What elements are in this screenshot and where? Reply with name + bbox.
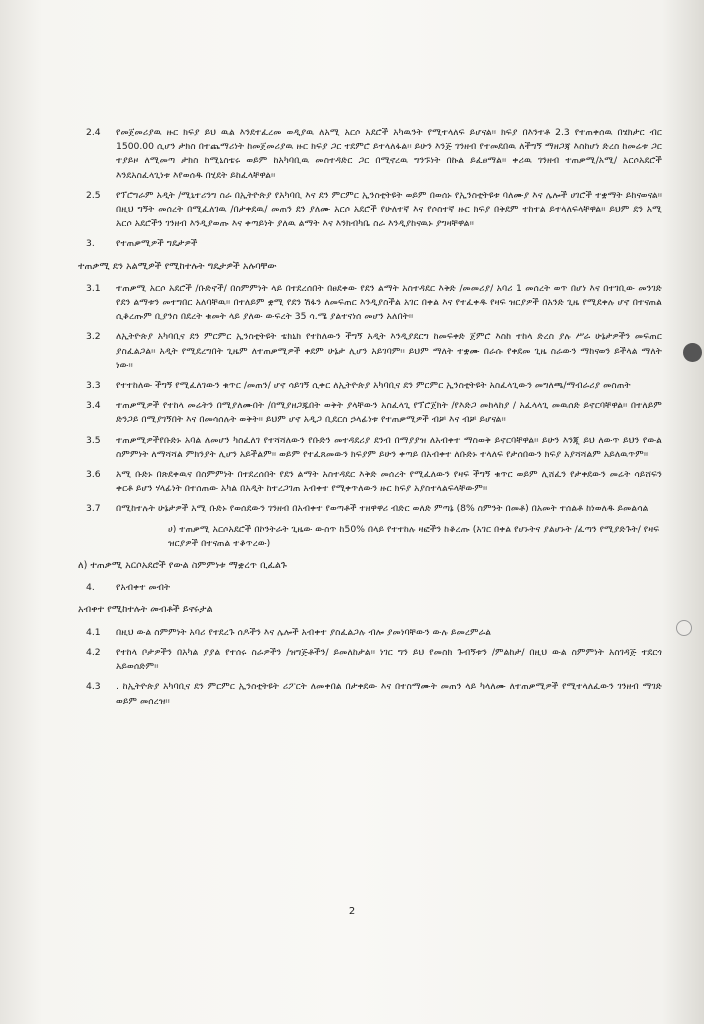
right-text: በዚህ ውል ስምምነት አባሪ የተደረጉ ሰዶችን እና ሌሎች አብቀተ ያስፈልጋሉ ብሎ ያመነባቸውን ውሉ ይመረምራል — [116, 626, 492, 638]
obligation-text: ተጠቃሚ አርሶ አደሮች /ቡድኖች/ በስምምነት ላይ በተደረሰበት በፀደቀው የደን ልማት አስተዳደር እቅድ /መመሪያ/ አባሪ 1 መሰረት ወጥ በሆነ እና በተገቢው መንገድ የደን ልማቱን መተግበር አለባቸዉ፡፡ በተለይም ቋሚ የደን ሽፋን ለመፍጠር እንዲያስችል አገር በቀል እና የተፈቀዱ የዛፍ ዝርያዎች በአንድ ጊዜ የሚደቀሉ ሆኖ በተናጠል ሲቆረጡም ቢያንስ በደረት ቁመት ላይ ያለው ውፍረት 35 ሳ.ሜ ያልተናነሰ መሆን አለበት፡፡ — [116, 282, 662, 323]
obligation-number: 3.1 — [86, 282, 101, 294]
obligation-number: 3.4 — [86, 400, 101, 412]
obligation-text: የተተከለው ችግኝ የሚፈለገውን ቁጥር /መጠን/ ሆኖ ሳይገኝ ሲቀር ለኢትዮጵያ አካባቢና ደን ምርምር ኢንስቲትዩት አስፈላጊውን መግለጫ/ማብራሪያ መስጠት — [116, 380, 631, 392]
obligation-number: 3.5 — [86, 434, 101, 446]
right-text: . ከኢትዮጵያ አካባቢና ደን ምርምር ኢንስቲትዩት ሪፖርት ለመቀበል በታቀደው እና በተስማሙት መጠን ላይ ካላለሙ ለተጠቃሚዎች የሚተላለፈውን ገንዘብ ማገድ ወይም መሰረዝ፡፡ — [116, 681, 662, 707]
obligation-number: 3.7 — [86, 503, 101, 515]
obligation-text: አሚ ቡድኑ በጽደቀዉና በስምምነት በተደረሰበት የደን ልማት አስተዳደር እቅድ መሰረት የሚፈለውን የዛፍ ችግኝ ቁጥር ወይም ሊሸፈን የታቀደውን መሬት ሳይሸፍን ቀርቶ ይሆን ሃላፊነት በተሰጠው አካል በአዲት ከተረጋገጠ አብቀተ የሚቀጥለውን ዙር ክፍያ አያስተላልፍላቸውም፡፡ — [116, 469, 662, 495]
section-heading-text: የአብቀተ መብት — [116, 582, 171, 594]
obligation-3-6 — [78, 468, 662, 496]
right-4-2 — [78, 646, 662, 674]
obligation-3-2 — [78, 330, 662, 373]
paragraph-number: 2.4 — [86, 127, 101, 138]
paragraph-2-4 — [78, 126, 662, 183]
punch-hole-dark — [683, 343, 702, 362]
paragraph-text: የፕሮግራም አዲት /ሚኒተሪንግ ስራ በኢትዮጵያ የአካባቢ እና ደን ምርምር ኢንስቲትዩት ወይም በወሰኑ የኢንስቲትዩቱ ባለሙያ እና ሌሎች ሀገሮች ተቋማት ይከናወናል፡፡ በዚህ ግኝት መሰረት በሚፈለገዉ /በታቀደዉ/ መጠን ደን ያለሙ አርሶ አደሮች የሁለተኛ እና የሶስተኛ ዙር ክፍያ በቅደም ተከተል ይተላለፍላቸዋል፡፡ ይህም ደን አሚ አርሶ አደሮችን ገንዘብ እንዲያወጡ እና ቀጣይነት ያለዉ ልማት እና እንክብካቤ ስራ እንዲያከናዉኑ ያግዛቸዋል፡፡ — [116, 189, 662, 230]
sub-clause-a: ሀ) ተጠቃሚ አርሶአደሮች በኮንትራት ጊዜው ውስጥ ከ50% በላይ የተተከሉ ዛፎችን ከቆረጡ (አገር በቀል የሆኑትና ያልሆኑት /ፈጣን የሚያድጉት/ የዛፍ ዝርያዎች በተናጠል ተቆጥረው) — [168, 523, 660, 549]
paragraph-3-heading — [78, 237, 662, 251]
obligation-text: በሚከተሉት ሁኔታዎች አሚ ቡድኑ የወሰደውን ገንዘብ በአብቀተ የወጣቶች ተዘዋዋሪ ብድር ወለድ ምጣኔ (8% ስምንት በመቶ) በአመት ተሰልቶ ከነወለዱ ይመልሳል — [116, 503, 649, 515]
right-4-1 — [78, 626, 662, 640]
right-number: 4.1 — [86, 626, 101, 638]
section-4-intro: አብቀተ የሚከተሉት መብቶች ይኖሩታል — [78, 604, 213, 616]
section-title: ተጠቃሚ ደን አልሚዎች የሚከተሉት ግዴታዎች አሉባቸው — [78, 260, 277, 272]
section-number: 4. — [86, 582, 95, 594]
obligation-number: 3.6 — [86, 469, 101, 481]
right-text: የተከላ ቦታዎችን በአካል ያያል የተሰሩ ስራዎችን /ዝግጅቶችን/ ይመለከታል፡፡ ነገር ግን ይህ የመስክ ጉብኝቱን /ምልከታ/ በዚህ ውል ስምምነት አስገዳጅ ተደርጎ አይወሰድም፡፡ — [116, 646, 662, 673]
section-4-heading — [78, 581, 662, 595]
right-number: 4.3 — [86, 681, 101, 693]
page-number: 2 — [348, 906, 356, 917]
obligation-number: 3.3 — [86, 380, 101, 392]
punch-hole-light — [676, 620, 692, 636]
obligation-3-5 — [78, 434, 662, 462]
obligation-number: 3.2 — [86, 331, 101, 343]
paragraph-2-5 — [78, 189, 662, 232]
paragraph-text: የመጀመሪያዉ ዙር ክፍያ ይህ ዉል እንደተፈረመ ወዲያዉ ለአሚ አርሶ አደሮች አካዉንት የሚተላለፍ ይሆናል፡፡ ክፍያ በእንተቶ 2.3 የተጠቀሰዉ በሄክታር ብር 1500.00 ሲሆን ታክስ በተጨማሪነት ከመጀመሪያዉ ዙር ክፍያ ጋር ተደምሮ ይተላለፋል፡፡ ይሁን እንጅ ገንዘብ የተመደበዉ ለችግኝ ማዘጋጃ እስከሆነ ድረስ ከመሬቱ ጋር ተያይዞ ለሚመጣ ታክስ ከሚኒስቴሩ ወይም ከአካባቢዉ መስተዳድር ጋር በሚኖረዉ ግንኙነት በኩል ይፈፀማል፡፡ ቀሪዉ ገንዘብ ተጠቃሚ/አሚ/ አርሶአደሮች እንደአስፈላጊነቱ እየወሰዱ በሂደት ይከፈላቸዋል፡፡ — [116, 127, 662, 181]
paragraph-number: 3. — [86, 238, 95, 250]
sub-clause-b: ለ) ተጠቃሚ አርሶአደሮች የውል ስምምነቱ ማቋረጥ ቢፈልጉ — [78, 560, 287, 572]
obligation-3-7 — [78, 502, 662, 516]
obligation-3-3 — [78, 379, 662, 393]
obligation-text: ተጠቃሚዎች የተከላ መሬትን በሚያለሙበት /በሚያዘጋጁበት ወቅት ያላቸውን አስፈላጊ የፕሮጀክት /የእድጋ መከላከያ / አፈላላጊ መዉሰድ ይኖርባቸዋል፡፡ በተለይም ድንጋይ በሚያገኝበት እና በመሳሰሉት ወቅት፡፡ ይህም ሆኖ አዲጋ ቢደርስ ኃላፊነቱ የተጠቃሚዎች ብቻ እና ብቻ ይሆናል፡፡ — [116, 400, 662, 426]
obligation-text: ለኢትዮጵያ አካባቢና ደን ምርምር ኢንስቲትዩት ቴክኒክ የተከለውን ችግኝ አዲት እንዲያደርግ ከመፍቀድ ጀምሮ እስከ ተከላ ድረስ ያሉ ሥራ ሁኔታዎችን መፍጠር ያስፈልጋል፡፡ አዲት የሚደረግበት ጊዜም ለተጠቃሚዎች ቀደም ሁኔታ ሊሆን አይገባም፡፡ ይህም ማለት ተቋሙ በራሱ የቀደመ ጊዜ ስራውን ማከናወን ይችላል ማለት ነው፡፡ — [116, 331, 662, 371]
right-4-3 — [78, 680, 662, 708]
obligation-text: ተጠቃሚዎችየቡድኑ አባል ለመሆን ካስፈለገ የተሻሻለውን የቡድን መተዳደሪያ ደንብ በማያያዝ ለአብቀተ ማስወቅ ይኖርባቸዋል፡፡ ይሁን እንጂ ይህ ለውጥ ይህን የውል ስምምነት ለማሻሻል ምክንያት ሊሆን አይችልም፡፡ ወይም የተፈጸመውን ክፍያም ይሁን ቀጣይ በአብቀተ ለቡድኑ ተላለፍ የታሰበውን ክፍያ አያሻሻልም አይለዉጥም፡፡ — [116, 434, 662, 460]
obligation-3-4 — [78, 399, 662, 427]
document-body — [78, 126, 662, 715]
paragraph-text: የተጠቃሚዎች ግዴታዎች — [116, 238, 198, 250]
paragraph-number: 2.5 — [86, 189, 101, 201]
obligation-3-1 — [78, 282, 662, 325]
right-number: 4.2 — [86, 646, 101, 658]
